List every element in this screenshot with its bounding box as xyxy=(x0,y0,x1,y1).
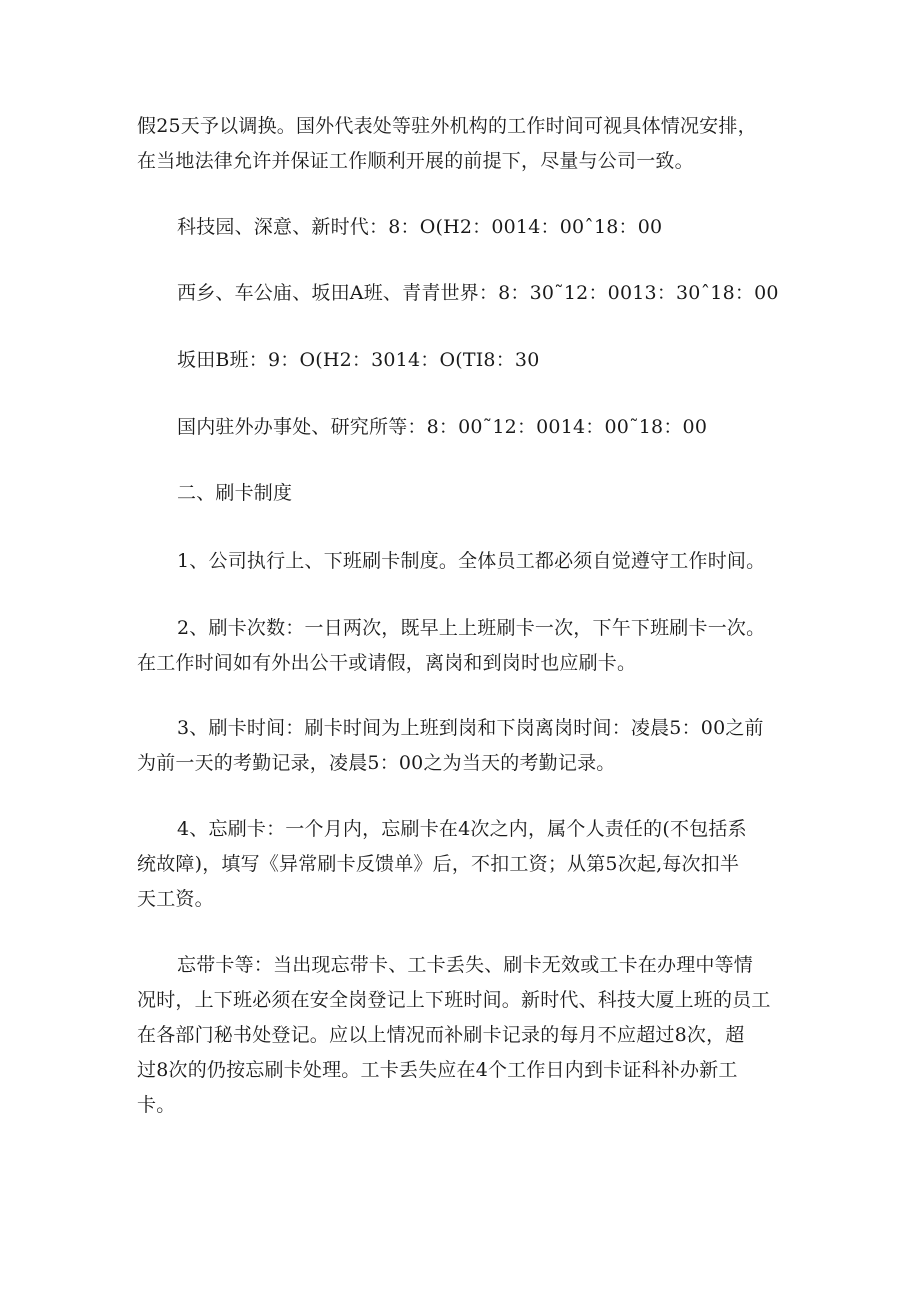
rule-4 xyxy=(137,812,797,917)
schedule-line-keji: 科技园、深意、新时代：8：O(H2：0014：00ˆ18：00 xyxy=(177,216,663,238)
text-line: 假25天予以调换。国外代表处等驻外机构的工作时间可视具体情况安排， xyxy=(137,115,757,137)
text-line: 天工资。 xyxy=(137,888,214,910)
rule-2 xyxy=(137,611,797,681)
section-heading: 二、刷卡制度 xyxy=(177,482,293,504)
schedule-line-domestic-offices: 国内驻外办事处、研究所等：8：00˜12：0014：00˜18：00 xyxy=(177,416,708,438)
text-line: 在工作时间如有外出公干或请假，离岗和到岗时也应刷卡。 xyxy=(137,652,637,674)
text-line: 卡。 xyxy=(137,1094,176,1116)
rule-3 xyxy=(137,711,797,781)
rule-1: 1、公司执行上、下班刷卡制度。全体员工都必须自觉遵守工作时间。 xyxy=(177,550,766,572)
text-line: 况时，上下班必须在安全岗登记上下班时间。新时代、科技大厦上班的员工 xyxy=(137,989,771,1011)
rule-forgot-card xyxy=(137,948,797,1123)
schedule-line-xixiang: 西乡、车公庙、坂田A班、青青世界：8：30˜12：0013：30ˆ18：00 xyxy=(177,282,779,304)
text-line: 统故障)，填写《异常刷卡反馈单》后，不扣工资；从第5次起,每次扣半 xyxy=(137,853,740,875)
text-line: 4、忘刷卡：一个月内，忘刷卡在4次之内，属个人责任的(不包括系 xyxy=(177,818,747,840)
text-line: 过8次的仍按忘刷卡处理。工卡丢失应在4个工作日内到卡证科补办新工 xyxy=(137,1059,738,1081)
text-line: 忘带卡等：当出现忘带卡、工卡丢失、刷卡无效或工卡在办理中等情 xyxy=(177,954,754,976)
text-line: 在各部门秘书处登记。应以上情况而补刷卡记录的每月不应超过8次，超 xyxy=(137,1024,745,1046)
paragraph-work-hours-intro xyxy=(137,109,797,179)
text-line: 3、刷卡时间：刷卡时间为上班到岗和下岗离岗时间：凌晨5：00之前 xyxy=(177,717,764,739)
text-line: 2、刷卡次数：一日两次，既早上上班刷卡一次，下午下班刷卡一次。 xyxy=(177,617,766,639)
text-line: 在当地法律允许并保证工作顺利开展的前提下，尽量与公司一致。 xyxy=(137,150,694,172)
schedule-line-bantian-b: 坂田B班：9：O(H2：3014：O(TI8：30 xyxy=(177,349,540,371)
text-line: 为前一天的考勤记录，凌晨5：00之为当天的考勤记录。 xyxy=(137,752,616,774)
